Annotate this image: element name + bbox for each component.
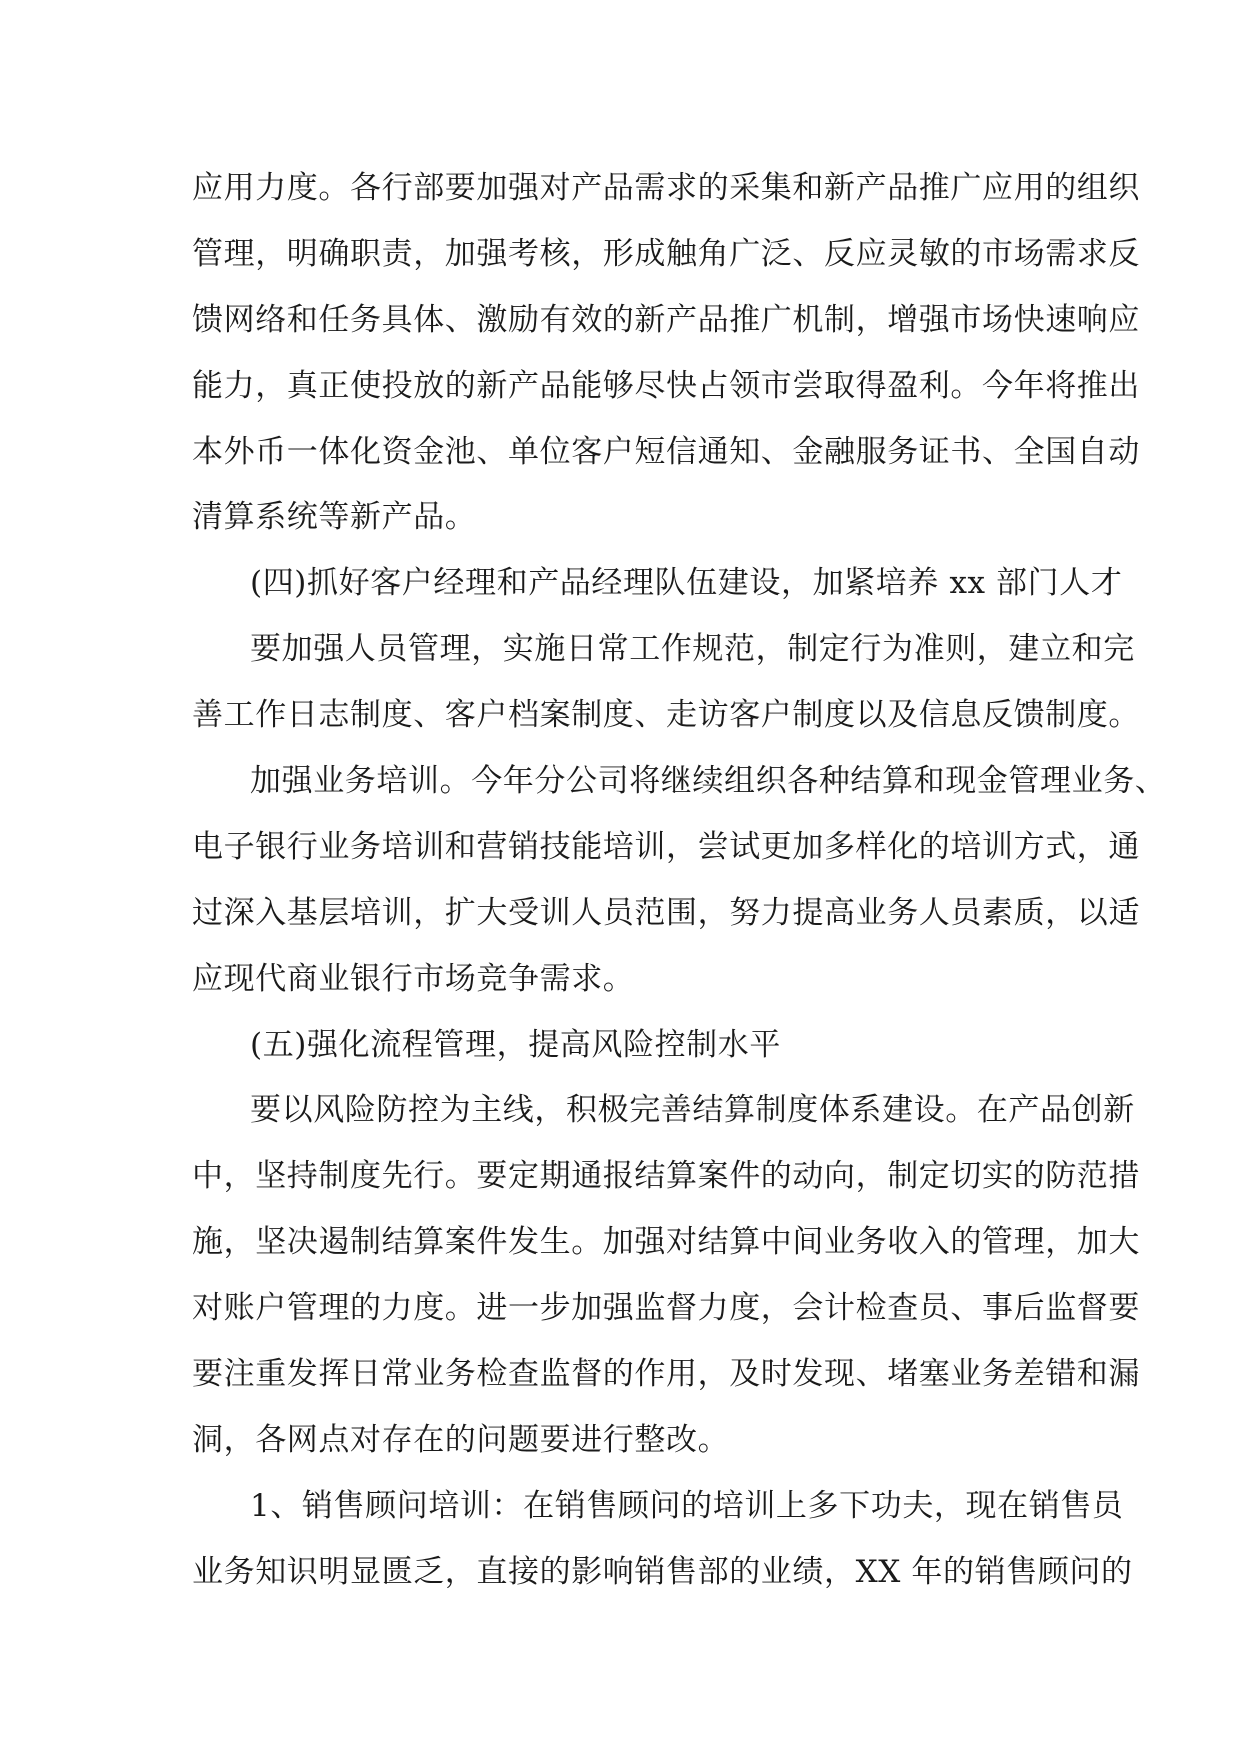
paragraph-line: 1、销售顾问培训：在销售顾问的培训上多下功夫，现在销售员: [250, 1487, 1124, 1524]
paragraph-line: 对账户管理的力度。进一步加强监督力度，会计检查员、事后监督要: [192, 1290, 1140, 1327]
paragraph-line: 清算系统等新产品。: [192, 499, 477, 536]
paragraph-line: 电子银行业务培训和营销技能培训，尝试更加多样化的培训方式，通: [192, 828, 1140, 865]
section-heading: (四)抓好客户经理和产品经理队伍建设，加紧培养 xx 部门人才: [250, 565, 1123, 602]
paragraph-line: 应用力度。各行部要加强对产品需求的采集和新产品推广应用的组织: [192, 170, 1140, 206]
section-heading: (五)强化流程管理，提高风险控制水平: [250, 1026, 781, 1063]
paragraph-line: 中，坚持制度先行。要定期通报结算案件的动向，制定切实的防范措: [192, 1158, 1140, 1195]
paragraph-line: 要以风险防控为主线，积极完善结算制度体系建设。在产品创新: [250, 1092, 1135, 1129]
paragraph-line: 善工作日志制度、客户档案制度、走访客户制度以及信息反馈制度。: [192, 697, 1140, 734]
paragraph-line: 馈网络和任务具体、激励有效的新产品推广机制，增强市场快速响应: [192, 301, 1140, 338]
paragraph-line: 要注重发挥日常业务检查监督的作用，及时发现、堵塞业务差错和漏: [192, 1356, 1140, 1393]
paragraph-line: 施，坚决遏制结算案件发生。加强对结算中间业务收入的管理，加大: [192, 1224, 1140, 1261]
paragraph-line: 本外币一体化资金池、单位客户短信通知、金融服务证书、全国自动: [192, 433, 1140, 470]
document-body: [192, 156, 1167, 1606]
paragraph-line: 要加强人员管理，实施日常工作规范，制定行为准则，建立和完: [250, 631, 1135, 668]
paragraph-line: 应现代商业银行市场竞争需求。: [192, 960, 635, 997]
paragraph-line: 管理，明确职责，加强考核，形成触角广泛、反应灵敏的市场需求反: [192, 235, 1140, 272]
paragraph-line: 洞，各网点对存在的问题要进行整改。: [192, 1421, 730, 1458]
paragraph-line: 业务知识明显匮乏，直接的影响销售部的业绩，XX 年的销售顾问的: [192, 1553, 1133, 1590]
paragraph-line: 加强业务培训。今年分公司将继续组织各种结算和现金管理业务、: [250, 763, 1167, 800]
paragraph-line: 过深入基层培训，扩大受训人员范围，努力提高业务人员素质，以适: [192, 894, 1140, 931]
paragraph-line: 能力，真正使投放的新产品能够尽快占领市尝取得盈利。今年将推出: [192, 367, 1140, 404]
